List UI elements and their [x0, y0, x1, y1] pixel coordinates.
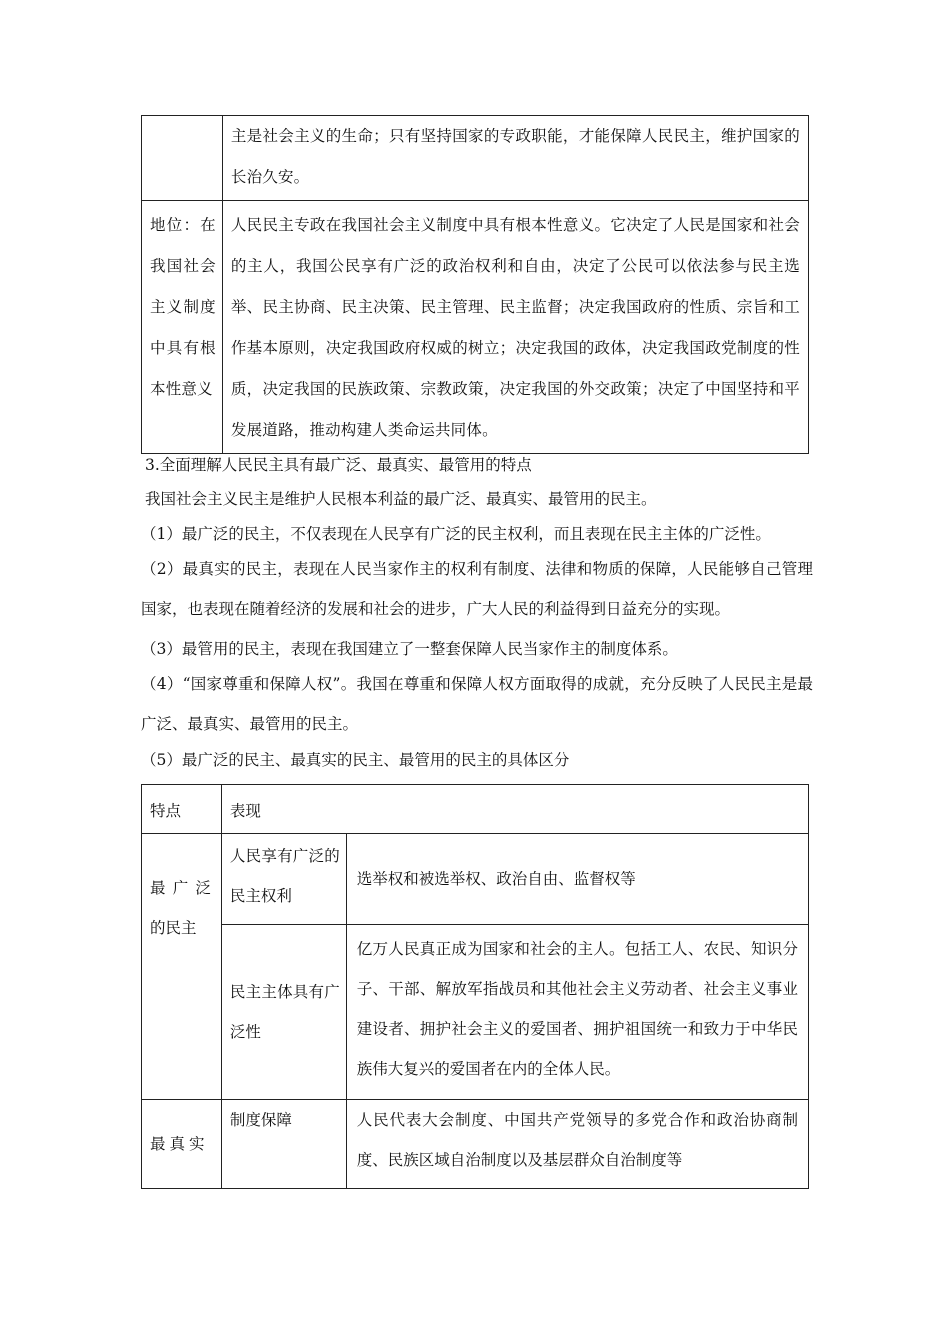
table-cell-text: [222, 201, 808, 454]
democracy-features-table: [141, 784, 809, 1189]
paragraph-5: （5）最广泛的民主、最真实的民主、最管用的民主的具体区分: [141, 751, 570, 769]
sub-text: 选举权和被选举权、政治自由、监督权等: [356, 870, 636, 888]
sub-label-cell: [221, 1100, 346, 1189]
table-row: [142, 201, 809, 454]
rule-significance-table: [141, 115, 809, 454]
sub-label: 民主主体具有广泛性: [229, 983, 340, 1041]
sub-label-cell: [221, 834, 346, 925]
sub-text-cell: [346, 834, 808, 925]
header-feature: 特点: [150, 802, 182, 820]
paragraph-4: （4）“国家尊重和保障人权”。我国在尊重和保障人权方面取得的成就，充分反映了人民民主是最广泛、最真实、最管用的民主。: [141, 675, 813, 733]
sub-text-cell: [346, 1100, 808, 1189]
row-label: 地位：在我国社会主义制度中具有根本性意义: [150, 216, 216, 398]
group-label-cell: [142, 1100, 222, 1189]
paragraph-2: （2）最真实的民主，表现在人民当家作主的权利有制度、法律和物质的保障，人民能够自己管理国家，也表现在随着经济的发展和社会的进步，广大人民的利益得到日益充分的实现。: [141, 560, 813, 618]
sub-label-cell: [221, 925, 346, 1100]
sub-text: 亿万人民真正成为国家和社会的主人。包括工人、农民、知识分子、干部、解放军指战员和其他社会主义劳动者、社会主义事业建设者、拥护社会主义的爱国者、拥护祖国统一和致力于中华民族伟大复兴的爱国者在内的全体人民。: [356, 940, 798, 1078]
table-cell-label: [142, 116, 223, 201]
paragraph-3: （3）最管用的民主，表现在我国建立了一整套保障人民当家作主的制度体系。: [141, 640, 678, 658]
row-text: 主是社会主义的生命；只有坚持国家的专政职能，才能保障人民民主，维护国家的长治久安。: [230, 127, 800, 186]
table-row: [142, 116, 809, 201]
sub-label: 制度保障: [229, 1111, 292, 1129]
table-row: [142, 1100, 809, 1189]
paragraph-1: （1）最广泛的民主，不仅表现在人民享有广泛的民主权利，而且表现在民主主体的广泛性。: [141, 525, 771, 543]
sub-text: 人民代表大会制度、中国共产党领导的多党合作和政治协商制度、民族区域自治制度以及基层群众自治制度等: [356, 1111, 798, 1169]
section-intro: 我国社会主义民主是维护人民根本利益的最广泛、最真实、最管用的民主。: [145, 490, 657, 508]
table-row: [142, 834, 809, 925]
table-cell-text: [222, 116, 808, 201]
section-heading: 3.全面理解人民民主具有最广泛、最真实、最管用的特点: [145, 456, 532, 474]
header-cell: [221, 785, 808, 834]
group-label-cell: [142, 834, 222, 1100]
group-label: 最真实: [150, 1135, 209, 1153]
sub-text-cell: [346, 925, 808, 1100]
table-cell-label: [142, 201, 223, 454]
sub-label: 人民享有广泛的民主权利: [229, 847, 340, 905]
group-label: 最广泛的民主: [150, 879, 211, 937]
row-label: [142, 116, 222, 122]
table-row: [142, 925, 809, 1100]
header-cell: [142, 785, 222, 834]
row-text: 人民民主专政在我国社会主义制度中具有根本性意义。它决定了人民是国家和社会的主人，我国公民享有广泛的政治权利和自由，决定了公民可以依法参与民主选举、民主协商、民主决策、民主管理、民主监督；决定我国政府的性质、宗旨和工作基本原则，决定我国政府权威的树立；决定我国的政体，决定我国政党制度的性质，决定我国的民族政策、宗教政策，决定我国的外交政策；决定了中国坚持和平发展道路，推动构建人类命运共同体。: [230, 216, 800, 439]
table-header-row: [142, 785, 809, 834]
header-expression: 表现: [229, 802, 261, 820]
